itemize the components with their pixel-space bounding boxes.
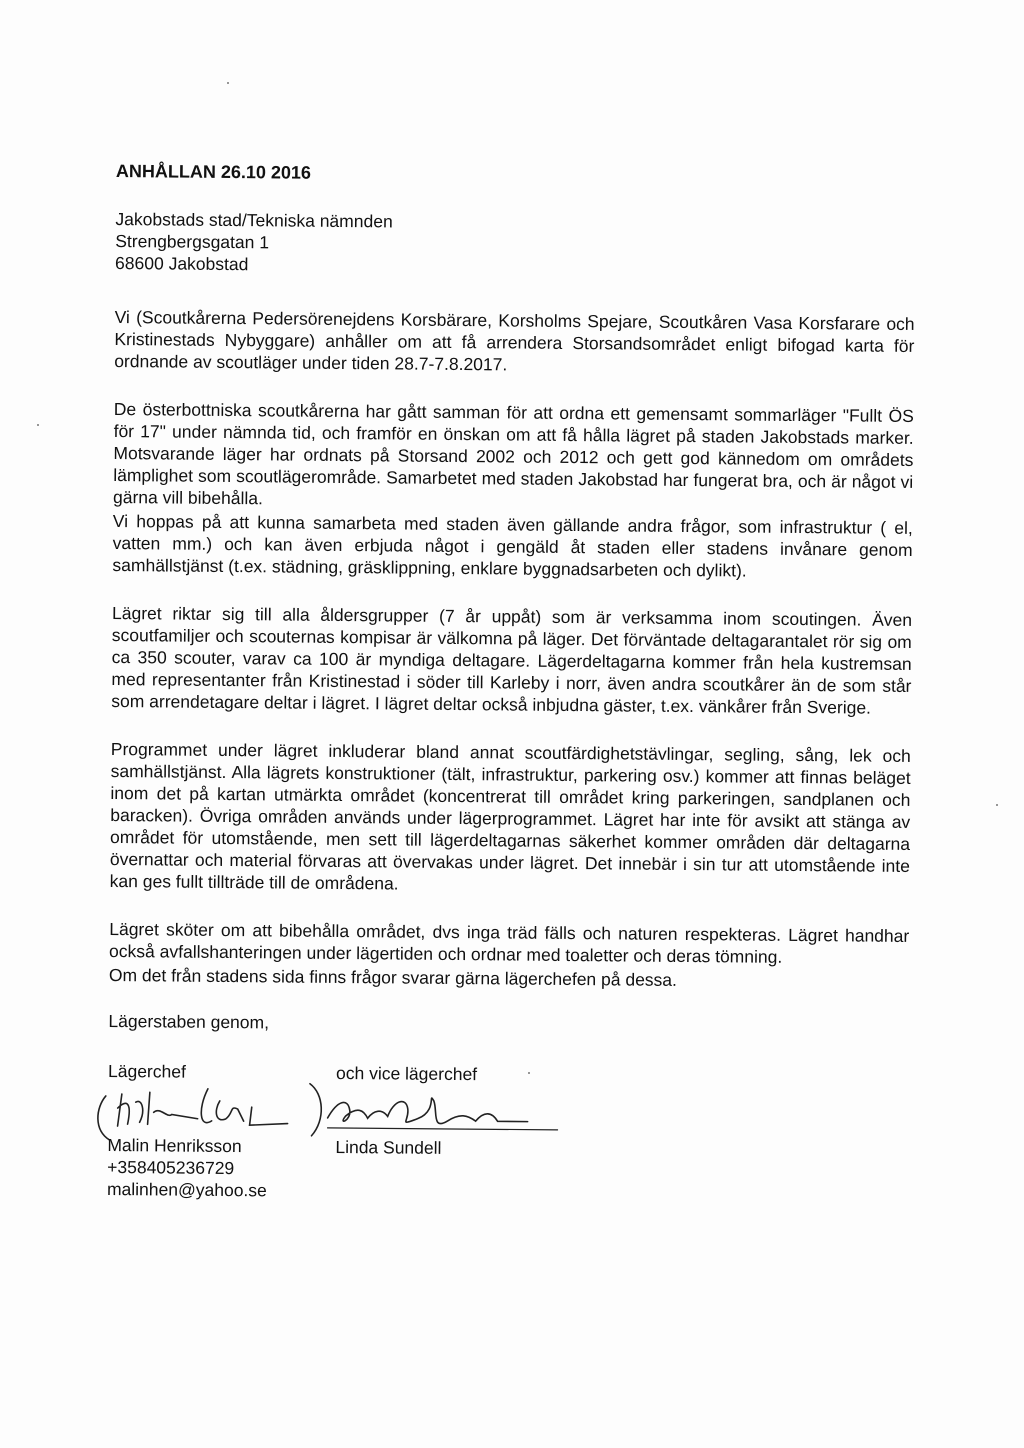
- paragraph-program: Programmet under lägret inkluderar bland annat scoutfärdighetstävlingar, segling, sång, lek och samhällstjänst. Alla lägrets konstruktioner (tält, infrastruktur, parkering osv.) kommer att finnas beläget inom det på kartan utmärkta området (koncentrerat till området kring parkeringen, sandplanen och baracken). Övriga områden används under lägerprogrammet. Lägret har inte för avsikt att stänga av området för utomstående, men sett till lägerdeltagarnas säkerhet kommer områden där deltagarna övernattar och material förvaras att övervakas under lägret. Det innebär i sin tur att utomstående inte kan ges fullt tillträde till de områdena.: [109, 738, 911, 894]
- recipient-line-1: Jakobstads stad/Tekniska nämnden: [115, 208, 393, 232]
- recipient-address: [115, 208, 916, 281]
- contact-email: malinhen@yahoo.se: [106, 1178, 267, 1201]
- signer-right-role: och vice lägerchef: [335, 1062, 478, 1085]
- scan-speck: [227, 82, 229, 84]
- paragraph-participants: Lägret riktar sig till alla åldersgrupper (7 år uppåt) som är verksamma inom scoutingen. Även scoutfamiljer och scouternas kompisar är välkomna på läger. Det förväntade deltagarantalet rör sig om ca 350 scouter, varav ca 100 är myndiga deltagare. Lägerdeltagarna kommer från hela kustremsan med representanter från Kristinestad i söder till Karleby i norr, även andra scoutkårer än de som står som arrendetagare deltar i lägret. I lägret deltar också inbjudna gäster, t.ex. vänkårer från Sverige.: [111, 602, 913, 718]
- scan-speck: [528, 1072, 530, 1074]
- paragraph-background: De österbottniska scoutkårerna har gått samman för att ordna ett gemensamt sommarläger "Fullt ÖS för 17" under nämnda tid, och framför en önskan om att få hålla lägret på staden Jakobstads marker. Motsvarande läger har ordnats på Storsand 2002 och 2012 och gett god kännedom om områdets lämplighet som scoutlägerområde. Samarbetet med staden Jakobstad har fungerat bra, och är något vi gärna vill bibehålla.: [112, 398, 914, 509]
- signature-block: [107, 1060, 908, 1237]
- letter-body: [107, 160, 916, 1237]
- signer-left-name: Malin Henriksson: [107, 1134, 242, 1157]
- contact-phone: +358405236729: [107, 1156, 235, 1179]
- letter-title: ANHÅLLAN 26.10 2016: [115, 160, 312, 183]
- paragraph-cooperation: Vi hoppas på att kunna samarbeta med staden även gällande andra frågor, som infrastruktur ( el, vatten mm.) och kan även erbjuda något i gengäld åt staden eller stadens invånare genom samhällstjänst (t.ex. städning, gräsklippning, enklare byggnadsarbeten och dylikt).: [112, 510, 913, 581]
- paragraph-closing: Lägerstaben genom,: [108, 1010, 270, 1033]
- paragraph-environment: Lägret sköter om att bibehålla området, dvs inga träd fälls och naturen respekteras. Lägret handhar också avfallshanteringen under lägertiden och ordnar med toaletter och deras tömning.: [109, 918, 910, 967]
- recipient-line-2: Strengbergsgatan 1: [115, 230, 270, 253]
- scan-speck: [996, 804, 998, 806]
- scan-speck: [37, 424, 39, 426]
- paragraph-questions: Om det från stadens sida finns frågor svarar gärna lägerchefen på dessa.: [108, 964, 678, 990]
- recipient-line-3: 68600 Jakobstad: [115, 252, 249, 275]
- signer-left-role: Lägerchef: [107, 1060, 186, 1082]
- signer-right-name: Linda Sundell: [335, 1136, 442, 1158]
- paragraph-request: Vi (Scoutkårerna Pedersörenejdens Korsbärare, Korsholms Spejare, Scoutkåren Vasa Korsfarare och Kristinestads Nybyggare) anhåller om att få arrendera Storsandsområdet enligt bifogad karta för ordnande av scoutläger under tiden 28.7-7.8.2017.: [114, 306, 915, 375]
